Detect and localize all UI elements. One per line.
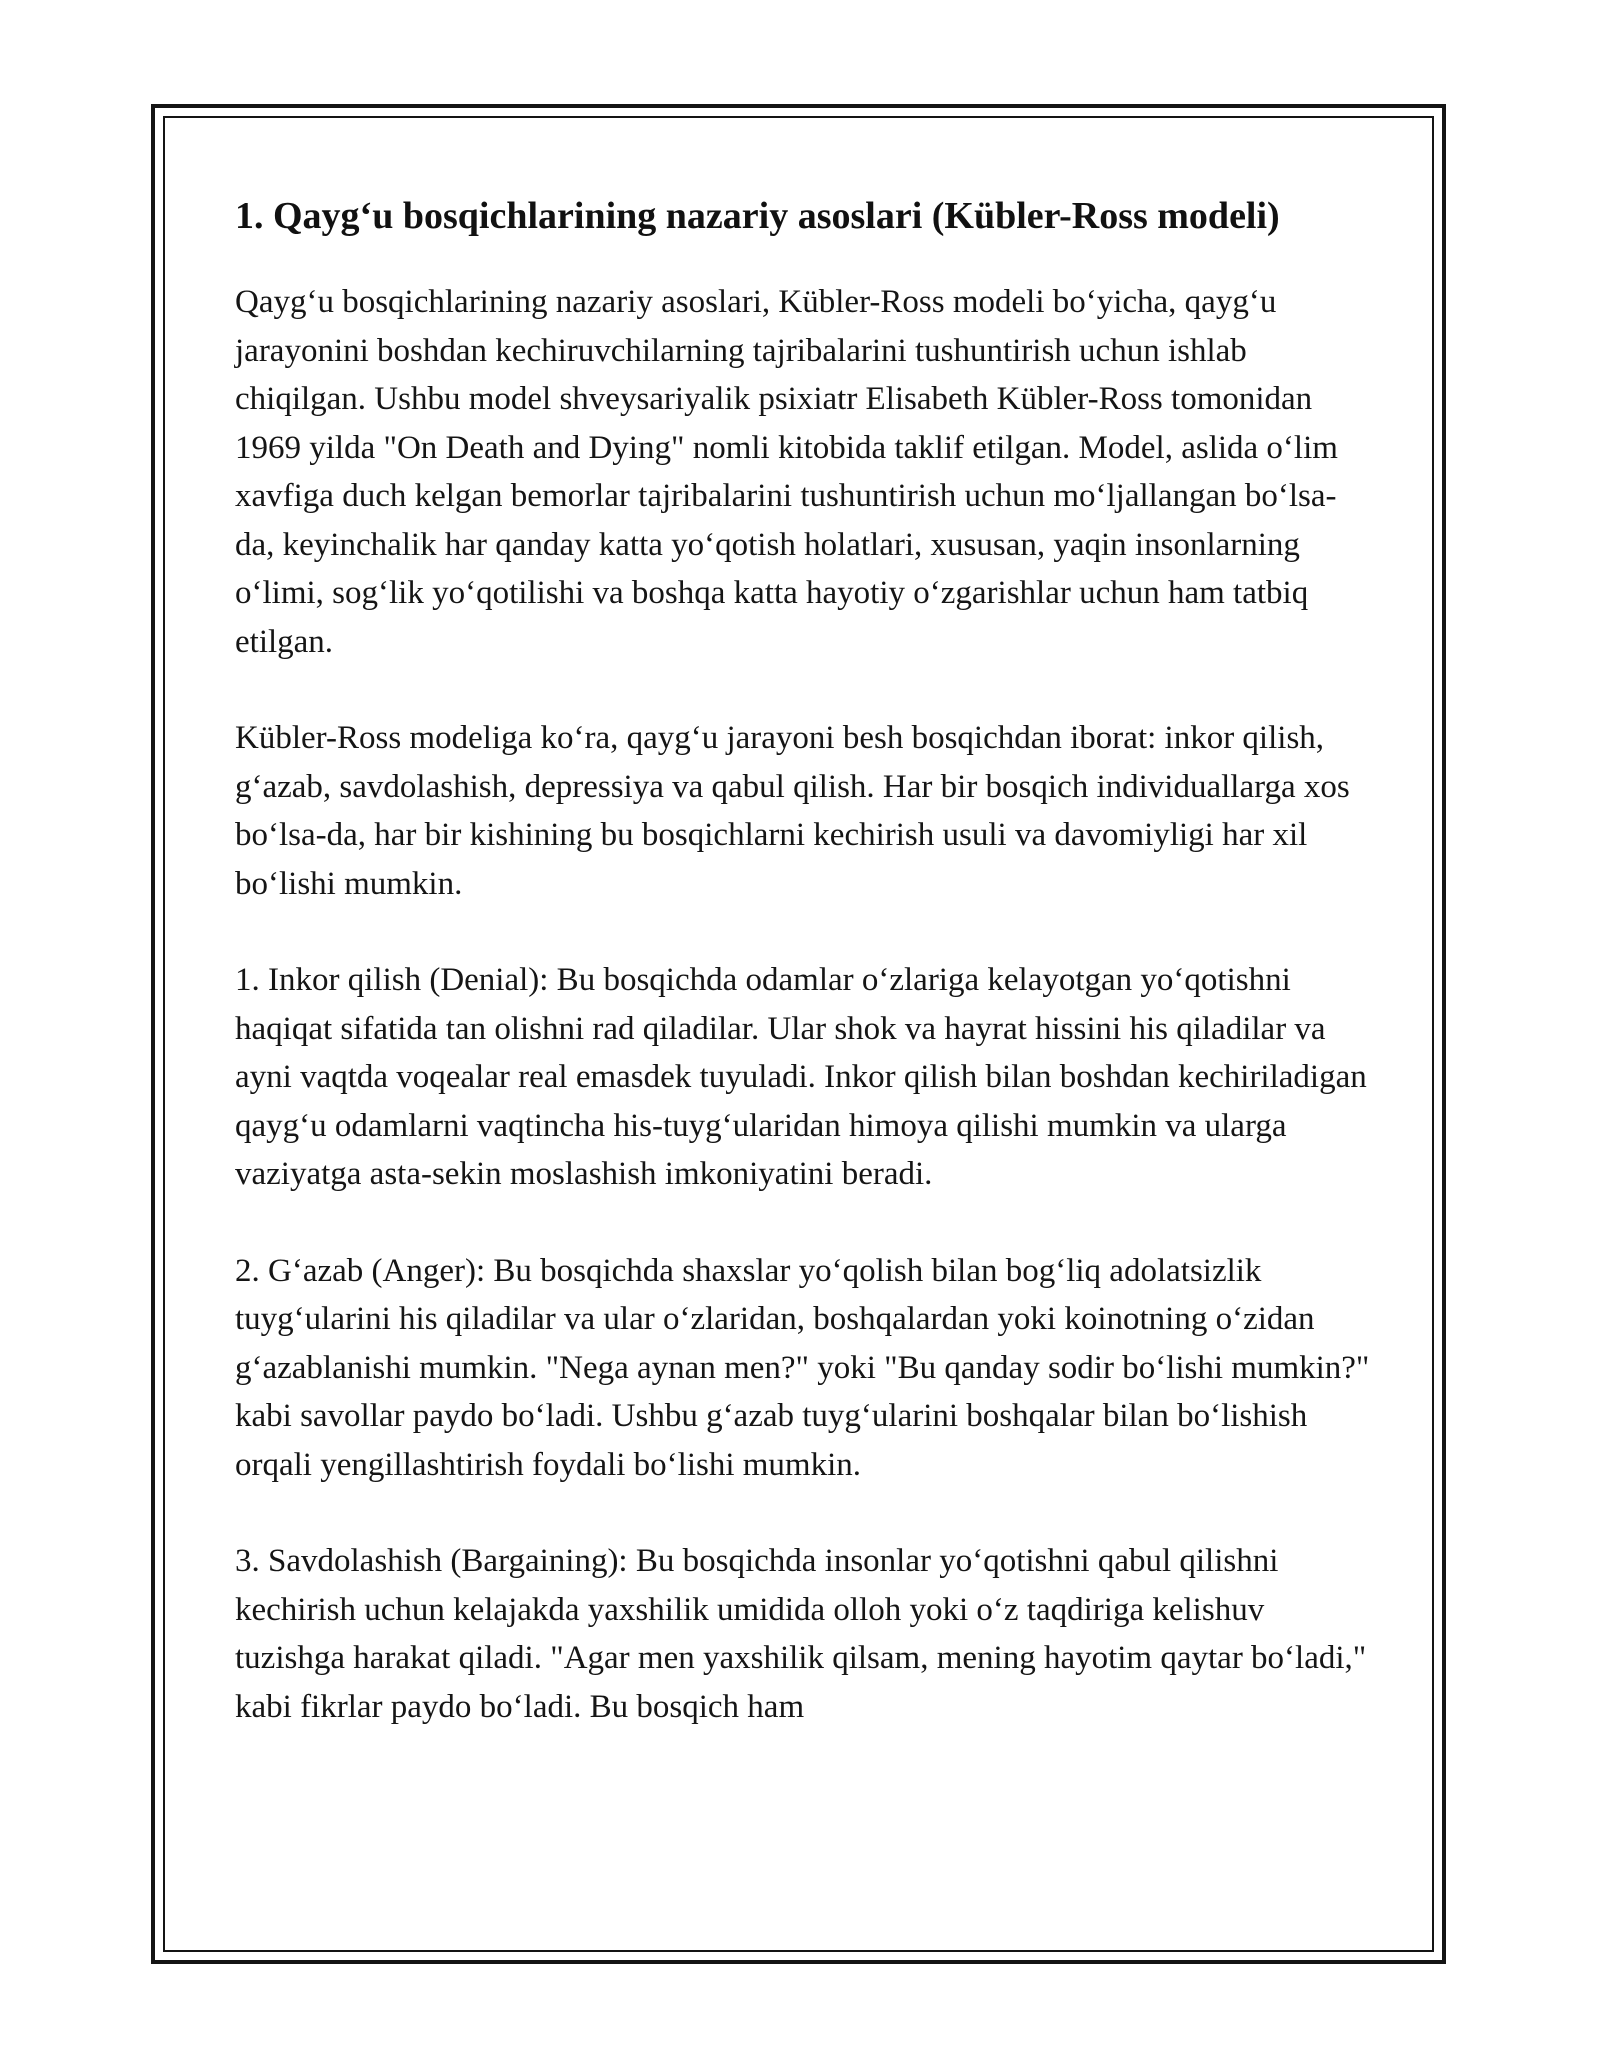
paragraph-intro: Qayg‘u bosqichlarining nazariy asoslari, Kübler-Ross modeli bo‘yicha, qayg‘u jarayonini boshdan kechiruvchilarning tajribalarini tushuntirish uchun ishlab chiqilgan. Ushbu model shveysariyalik psixiatr Elisabeth Kübler-Ross tomonidan 1969 yilda "On Death and Dying" nomli kitobida taklif etilgan. Model, aslida o‘lim xavfiga duch kelgan bemorlar tajribalarini tushuntirish uchun mo‘ljallangan bo‘lsa-da, keyinchalik har qanday katta yo‘qotish holatlari, xususan, yaqin insonlarning o‘limi, sog‘lik yo‘qotilishi va boshqa katta hayotiy o‘zgarishlar uchun ham tatbiq etilgan. (235, 284, 1338, 660)
paragraph-bargaining: 3. Savdolashish (Bargaining): Bu bosqichda insonlar yo‘qotishni qabul qilishni kechirish uchun kelajakda yaxshilik umidida olloh yoki o‘z taqdiriga kelishuv tuzishga harakat qiladi. "Agar men yaxshilik qilsam, mening hayotim qaytar bo‘ladi," kabi fikrlar paydo bo‘ladi. Bu bosqich ham (235, 1543, 1367, 1725)
section-heading: 1. Qayg‘u bosqichlarining nazariy asoslari (Kübler-Ross modeli) (235, 195, 1280, 237)
paragraph-stages-overview: Kübler-Ross modeliga ko‘ra, qayg‘u jarayoni besh bosqichdan iborat: inkor qilish, g‘azab, savdolashish, depressiya va qabul qilish. Har bir bosqich individuallarga xos bo‘lsa-da, har bir kishining bu bosqichlarni kechirish usuli va davomiyligi har xil bo‘lishi mumkin. (235, 720, 1350, 902)
document-body (235, 188, 1375, 1731)
paragraph-denial: 1. Inkor qilish (Denial): Bu bosqichda odamlar o‘zlariga kelayotgan yo‘qotishni haqiqat sifatida tan olishni rad qiladilar. Ular shok va hayrat hissini his qiladilar va ayni vaqtda voqealar real emasdek tuyuladi. Inkor qilish bilan boshdan kechiriladigan qayg‘u odamlarni vaqtincha his-tuyg‘ularidan himoya qilishi mumkin va ularga vaziyatga asta-sekin moslashish imkoniyatini beradi. (235, 962, 1367, 1192)
paragraph-anger: 2. G‘azab (Anger): Bu bosqichda shaxslar yo‘qolish bilan bog‘liq adolatsizlik tuyg‘ularini his qiladilar va ular o‘zlaridan, boshqalardan yoki koinotning o‘zidan g‘azablanishi mumkin. "Nega aynan men?" yoki "Bu qanday sodir bo‘lishi mumkin?" kabi savollar paydo bo‘ladi. Ushbu g‘azab tuyg‘ularini boshqalar bilan bo‘lishish orqali yengillashtirish foydali bo‘lishi mumkin. (235, 1252, 1370, 1483)
